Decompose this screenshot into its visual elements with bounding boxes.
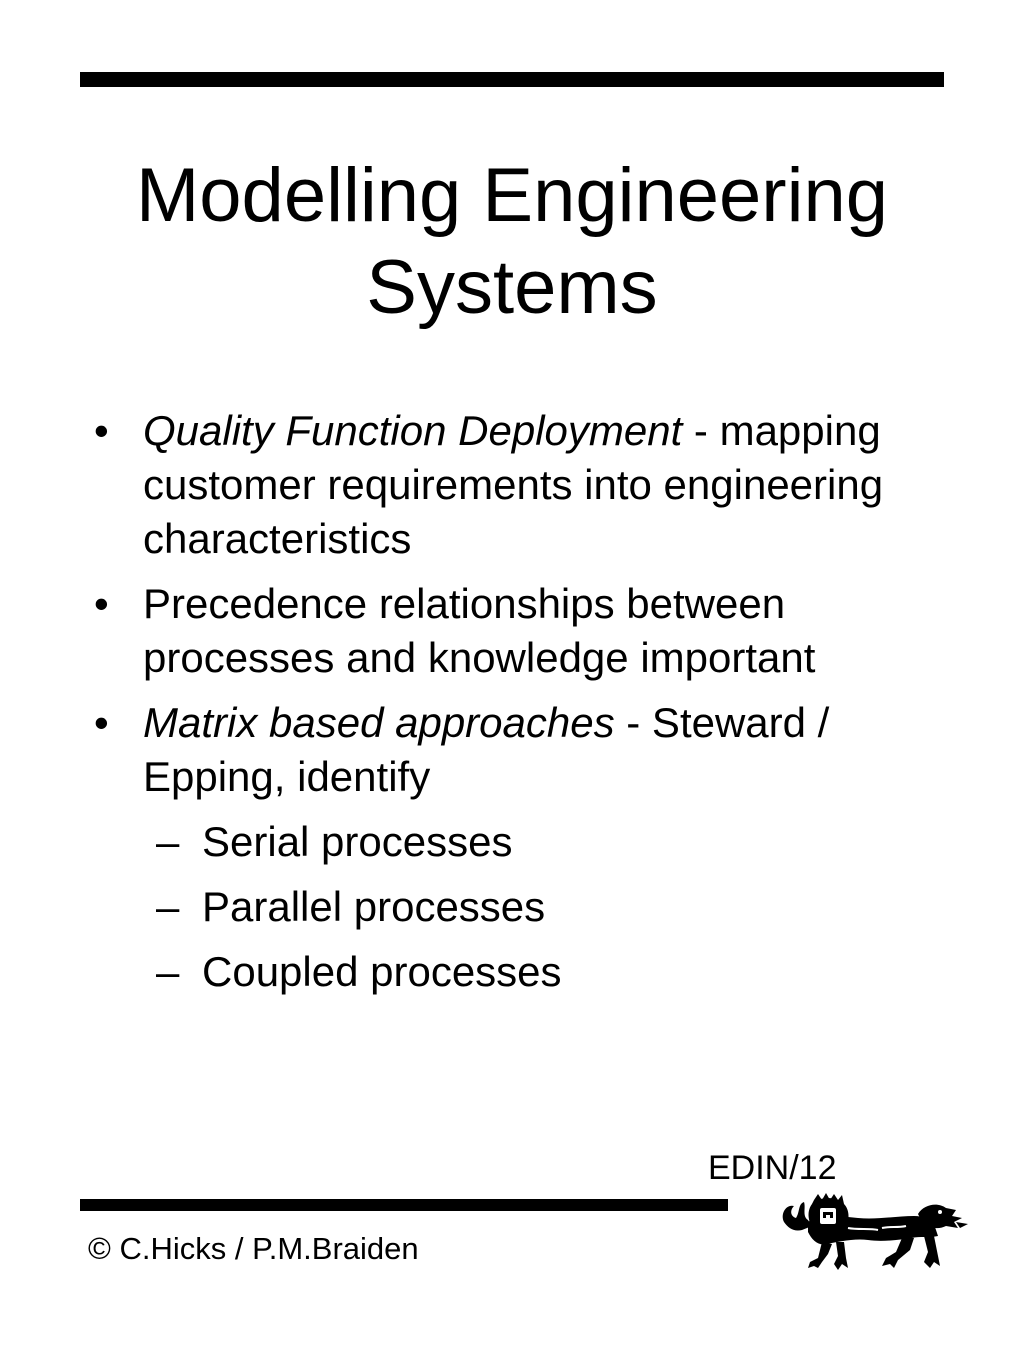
top-rule [80, 72, 944, 87]
title-line-1: Modelling Engineering [135, 153, 889, 238]
sub-bullet-text: Parallel processes [202, 883, 546, 930]
sub-bullet-text: Coupled processes [202, 948, 562, 995]
copyright-footer: © C.Hicks / P.M.Braiden [88, 1231, 419, 1266]
lion-crest-icon [778, 1192, 970, 1272]
bullet-italic-text: Matrix based approaches [143, 699, 615, 746]
sub-bullet-text: Serial processes [202, 818, 513, 865]
bullet-list [0, 404, 1024, 1010]
sub-bullet-mark: – [156, 948, 180, 995]
bullet-mark: • [94, 407, 109, 454]
slide-id: EDIN/12 [708, 1149, 837, 1187]
title-line-2: Systems [366, 245, 658, 330]
bullet-text: Precedence relationships between processes and knowledge important [143, 580, 816, 681]
sub-bullet-item [0, 945, 1024, 999]
sub-bullet-item [0, 815, 1024, 869]
bullet-mark: • [94, 699, 109, 746]
sub-bullet-mark: – [156, 883, 180, 930]
bullet-mark: • [94, 580, 109, 627]
bullet-item [0, 696, 1024, 804]
sub-bullet-mark: – [156, 818, 180, 865]
bullet-text: - mapping customer requirements into engineering characteristics [143, 407, 884, 562]
bullet-item [0, 577, 1024, 685]
bullet-text: - Steward / Epping, identify [143, 699, 830, 800]
sub-bullet-item [0, 880, 1024, 934]
page-title [0, 150, 1024, 334]
bottom-rule [80, 1199, 728, 1211]
bullet-item [0, 404, 1024, 566]
bullet-italic-text: Quality Function Deployment [143, 407, 683, 454]
